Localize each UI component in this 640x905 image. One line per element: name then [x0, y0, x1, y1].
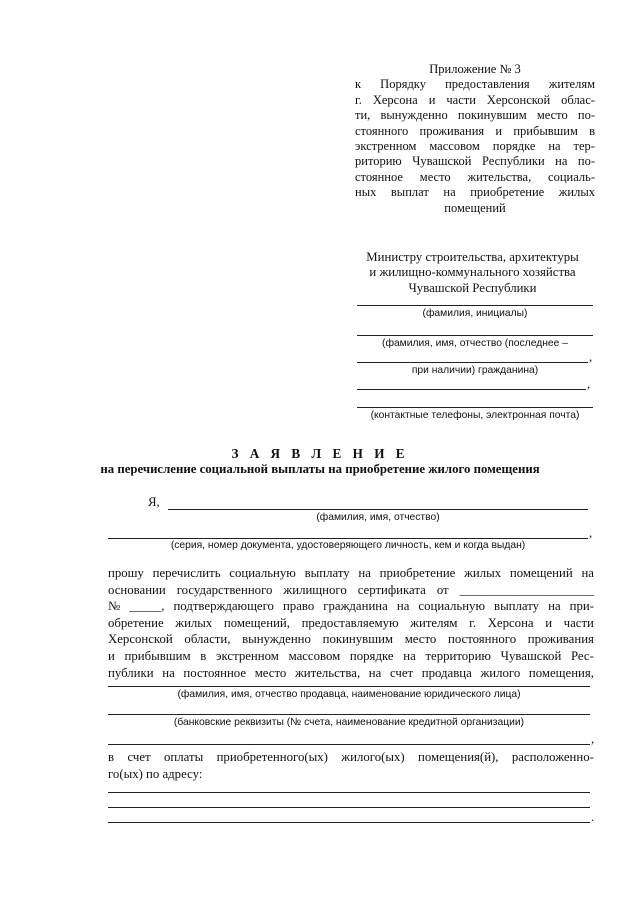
ministry-line-1: Министру строительства, архитектуры: [366, 250, 579, 264]
appendix-text-line: [355, 93, 595, 108]
word: г.: [469, 615, 477, 630]
request-text-line: [108, 598, 594, 615]
word: право: [282, 599, 315, 614]
contacts-line-2[interactable]: [357, 407, 593, 408]
word: жителям: [548, 77, 595, 92]
word: Чувашской: [500, 648, 562, 663]
word: место: [536, 108, 568, 123]
word: на: [548, 599, 561, 614]
word: на: [162, 665, 175, 680]
word: проживания: [527, 632, 594, 647]
appendix-text-line: [355, 124, 595, 139]
caption-citizen: при наличии) гражданина): [411, 365, 539, 376]
appendix-text-line: [355, 108, 595, 123]
appendix-text-line: [355, 77, 595, 92]
appendix-number: Приложение № 3: [429, 62, 521, 76]
document-subtitle: на перечисление социальной выплаты на приобретение жилого помещения: [100, 462, 540, 476]
word: к: [355, 77, 362, 92]
word: порядке: [492, 139, 536, 154]
word: приобретение: [470, 185, 545, 200]
word: тер-: [573, 139, 595, 154]
word: вынужденно: [242, 632, 311, 647]
comma: ,: [591, 732, 595, 746]
bank-details-line[interactable]: [108, 714, 590, 715]
ministry-line-3: Чувашской Республики: [408, 280, 537, 295]
word: на: [368, 665, 382, 680]
appendix-text: [355, 77, 595, 200]
ministry-line-2: и жилищно-коммунального хозяйства: [369, 265, 576, 280]
word: приобретенного(ых): [216, 750, 328, 764]
word: жилого: [480, 665, 521, 680]
word: стоянного: [355, 123, 409, 138]
word: экстренном: [216, 648, 279, 663]
word: №: [108, 599, 121, 614]
word: массовом: [429, 139, 480, 154]
word: и: [428, 92, 436, 107]
appendix-last-line: помещений: [444, 200, 506, 215]
applicant-fullname-line[interactable]: [357, 335, 593, 336]
word: постоянное: [183, 665, 247, 680]
request-text-line: [108, 615, 594, 632]
address-line-2[interactable]: [108, 807, 590, 808]
word: на: [555, 154, 568, 169]
request-text-line: [108, 648, 594, 665]
word: части: [563, 615, 594, 630]
word: место: [419, 169, 451, 184]
word: жительства,: [294, 665, 361, 680]
word: продавца: [421, 665, 472, 680]
applicant-name-line[interactable]: [357, 305, 593, 306]
word: жилых: [558, 185, 595, 200]
word: и: [108, 648, 115, 663]
request-paragraph: [108, 565, 594, 681]
label-ya: Я,: [148, 495, 160, 509]
caption-contacts: (контактные телефоны, электронная почта): [370, 410, 580, 421]
word: по-: [577, 154, 595, 169]
word: подтверждающего: [173, 599, 274, 614]
word: перечислить: [152, 566, 221, 580]
word: жилых: [464, 566, 502, 580]
request-text-line: [108, 631, 594, 648]
appendix-text-line: [355, 185, 595, 200]
word: прибывшим: [124, 648, 191, 663]
word: помещений,: [223, 615, 290, 630]
word: при-: [569, 599, 594, 614]
request-text-line: [108, 565, 594, 582]
period: .: [591, 810, 595, 824]
caption-surname-initials: (фамилия, инициалы): [422, 308, 528, 319]
word: жилых: [175, 615, 213, 630]
word: по-: [577, 108, 595, 123]
word: вынужденно: [380, 108, 448, 123]
word: части: [446, 92, 476, 107]
word: территорию: [425, 648, 491, 663]
word: в: [589, 123, 595, 138]
word: помещения,: [528, 665, 594, 680]
word: прошу: [108, 566, 144, 580]
comma: ,: [589, 350, 593, 364]
word: покинувшим: [457, 108, 527, 123]
word: выплату: [494, 599, 540, 614]
word: массовом: [288, 648, 341, 663]
word: _____________________: [459, 582, 594, 597]
word: сертификата: [357, 582, 426, 597]
word: риторию: [355, 154, 402, 169]
word: стоянное: [355, 169, 403, 184]
word: выплату: [304, 566, 350, 580]
word: помещения(й),: [418, 750, 499, 764]
word: гражданина: [323, 599, 388, 614]
word: социальную: [229, 566, 296, 580]
word: Порядку: [380, 77, 426, 92]
word: государственного: [176, 582, 273, 597]
word: на: [581, 566, 594, 580]
payment-last-line: го(ых) по адресу:: [108, 766, 203, 781]
id-document-line[interactable]: [108, 538, 588, 539]
word: г.: [355, 92, 362, 107]
word: место: [254, 665, 287, 680]
caption-seller-name: (фамилия, имя, отчество продавца, наименование юридического лица): [177, 689, 521, 700]
word: проживания: [419, 123, 485, 138]
word: социальную: [418, 599, 486, 614]
bank-details-line-2[interactable]: [108, 744, 590, 745]
word: Херсонской: [486, 92, 551, 107]
word: прибывшим: [513, 123, 578, 138]
word: Херсона: [372, 92, 418, 107]
fio-line[interactable]: [168, 509, 588, 510]
word: обретение: [108, 615, 164, 630]
word: место: [404, 632, 437, 647]
word: ти,: [355, 108, 371, 123]
request-text-line: [108, 665, 594, 682]
caption-fullname: (фамилия, имя, отчество (последнее –: [382, 338, 568, 349]
caption-bank-details: (банковские реквизиты (№ счета, наименование кредитной организации): [173, 717, 525, 728]
word: покинувшим: [322, 632, 394, 647]
word: на: [403, 648, 416, 663]
word: на: [358, 566, 371, 580]
word: публики: [108, 665, 154, 680]
address-line-3[interactable]: [108, 822, 590, 823]
appendix-text-line: [355, 139, 595, 154]
word: на: [443, 185, 456, 200]
word: счет: [389, 665, 414, 680]
word: порядке: [349, 648, 394, 663]
caption-fio: (фамилия, имя, отчество): [316, 512, 440, 523]
word: и: [545, 615, 553, 630]
word: и: [495, 123, 503, 138]
word: экстренном: [355, 139, 417, 154]
word: предоставляемую: [301, 615, 399, 630]
word: оплаты: [164, 750, 204, 764]
payment-text-line: [108, 749, 594, 766]
contacts-line[interactable]: [357, 389, 586, 390]
word: предоставления: [445, 77, 530, 92]
word: ных: [355, 185, 377, 200]
word: выплат: [390, 185, 429, 200]
word: помещений: [509, 566, 573, 580]
word: от: [436, 582, 449, 597]
document-title: З А Я В Л Е Н И Е: [231, 446, 409, 461]
address-line-1[interactable]: [108, 792, 590, 793]
addressee-ministry: [345, 250, 600, 296]
word: жителям: [410, 615, 458, 630]
word: области,: [184, 632, 231, 647]
comma: ,: [589, 526, 593, 540]
request-text-line: [108, 582, 594, 599]
word: в: [200, 648, 207, 663]
word: Херсона: [487, 615, 534, 630]
word: жилищного: [283, 582, 347, 597]
word: на: [396, 599, 410, 614]
word: облас-: [561, 92, 595, 107]
seller-name-line[interactable]: [108, 686, 590, 687]
word: Республики: [481, 154, 545, 169]
word: _____,: [129, 599, 165, 614]
word: основании: [108, 582, 166, 597]
appendix-text-line: [355, 170, 595, 185]
word: расположенно-: [511, 750, 594, 764]
caption-id-document: (серия, номер документа, удостоверяющего личность, кем и когда выдан): [170, 540, 526, 551]
appendix-block: [355, 62, 595, 216]
word: постоянного: [447, 632, 517, 647]
word: Рес-: [570, 648, 594, 663]
word: в: [108, 750, 115, 764]
comma: ,: [587, 377, 591, 391]
word: на: [548, 139, 561, 154]
word: Херсонской: [108, 632, 173, 647]
word: счет: [127, 750, 151, 764]
word: жилого(ых): [341, 750, 405, 764]
word: социаль-: [548, 169, 595, 184]
appendix-text-line: [355, 154, 595, 169]
word: Чувашской: [412, 154, 472, 169]
payment-paragraph: [108, 749, 594, 782]
word: жительства,: [467, 169, 532, 184]
word: приобретение: [379, 566, 456, 580]
applicant-fullname-line-2[interactable]: [357, 362, 588, 363]
